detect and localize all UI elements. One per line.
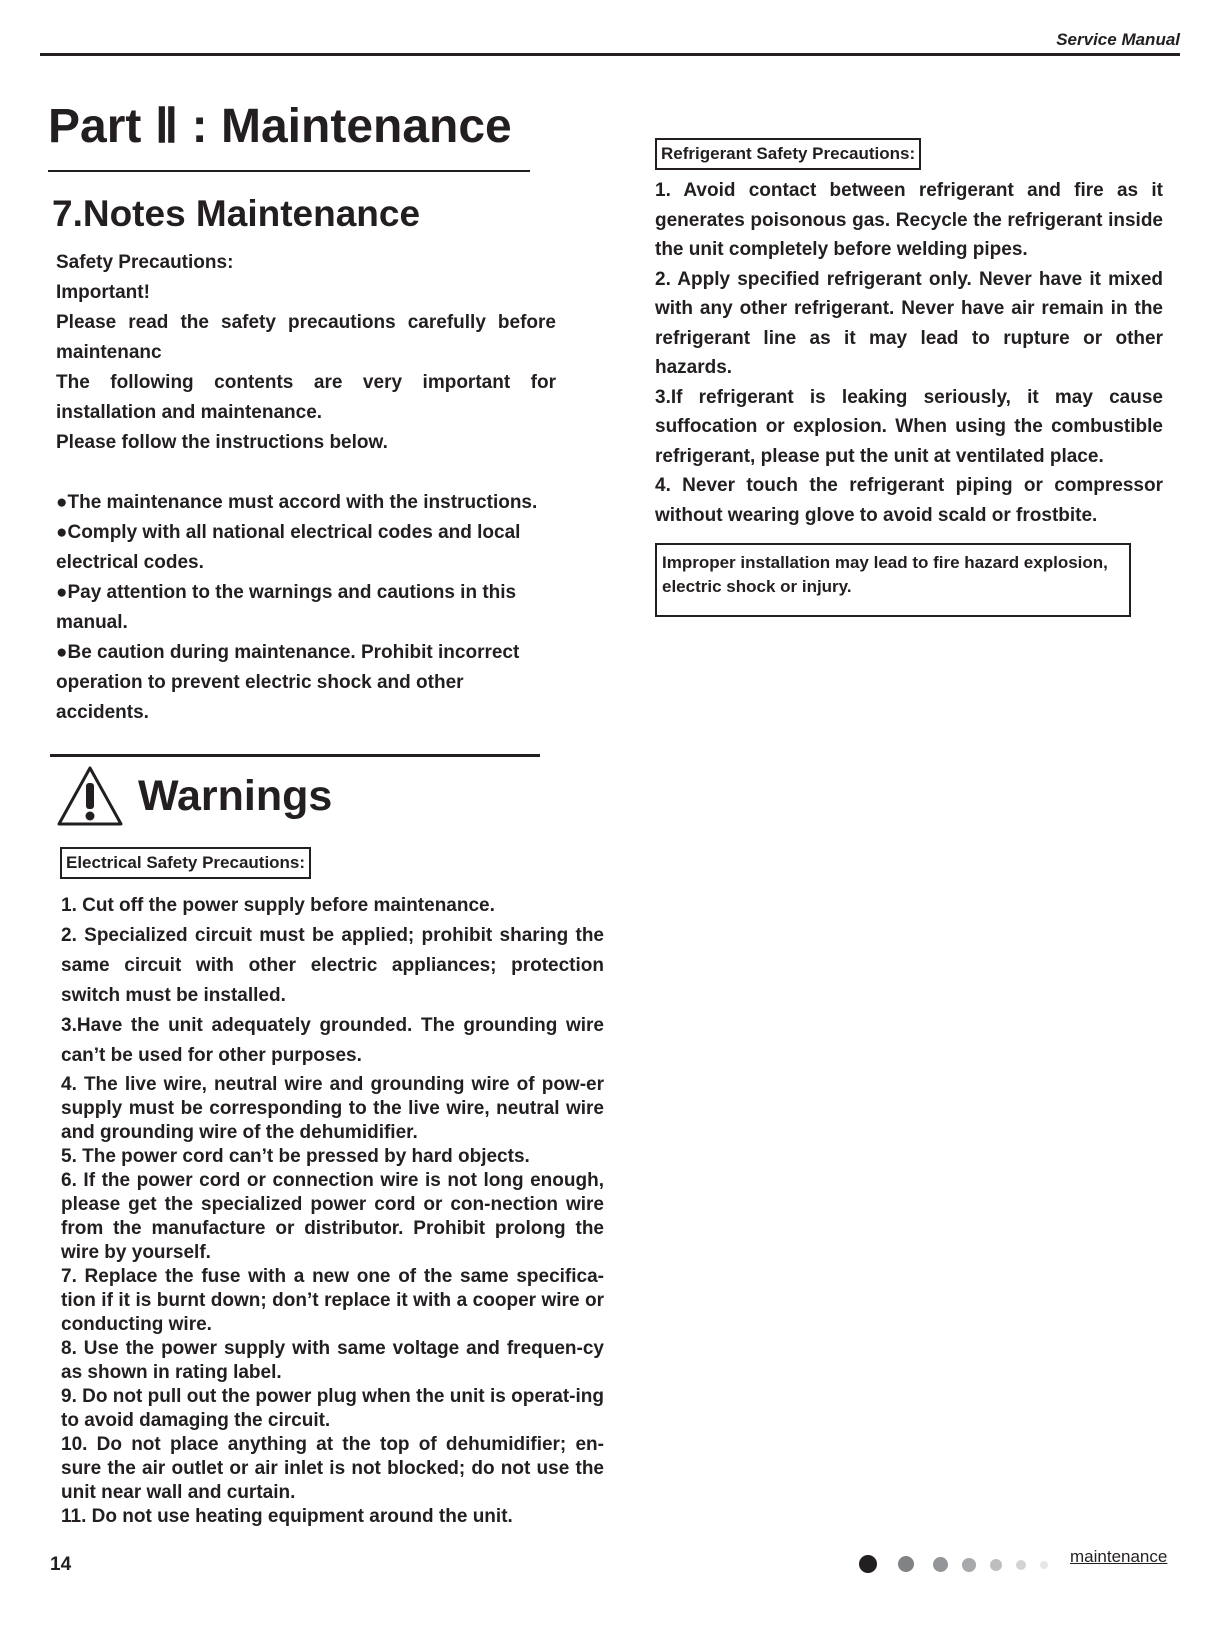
warning-triangle-icon <box>56 765 124 827</box>
list-item: 3.Have the unit adequately grounded. The grounding wire can’t be used for other purposes. <box>61 1015 604 1066</box>
safety-bullet: ●Comply with all national electrical codes and local electrical codes. <box>56 522 521 573</box>
page-number: 14 <box>50 1554 72 1575</box>
warnings-rule <box>50 754 540 757</box>
list-item: 1. Avoid contact between refrigerant and fire as it generates poisonous gas. Recycle the refrigerant inside the unit completely before welding pipes. <box>655 180 1163 260</box>
list-item: 5. The power cord can’t be pressed by hard objects. <box>61 1146 530 1167</box>
footer-dot <box>990 1559 1002 1571</box>
list-item: 2. Specialized circuit must be applied; prohibit sharing the same circuit with other electric appliances; protection switch must be installed. <box>61 925 604 1006</box>
section-title: 7.Notes Maintenance <box>52 193 421 234</box>
safety-line: Please read the safety precautions carefully before <box>56 312 556 333</box>
list-item: 9. Do not pull out the power plug when the unit is operat-ing to avoid damaging the circuit. <box>61 1386 604 1431</box>
safety-line: Please follow the instructions below. <box>56 432 388 453</box>
footer-dot <box>1016 1560 1026 1570</box>
part-rule <box>48 170 530 172</box>
safety-precautions <box>56 248 556 728</box>
footer-dot <box>1040 1561 1048 1569</box>
list-item: 4. The live wire, neutral wire and grounding wire of pow-er supply must be corresponding to the live wire, neutral wire and grounding wire of the dehumidifier. <box>61 1074 604 1143</box>
safety-bullet: ●Be caution during maintenance. Prohibit incorrect operation to prevent electric shock and other accidents. <box>56 642 520 723</box>
safety-line: maintenanc <box>56 342 162 363</box>
part-title: Part Ⅱ : Maintenance <box>48 100 512 153</box>
electrical-safety-list <box>61 891 604 1529</box>
list-item: 4. Never touch the refrigerant piping or compressor without wearing glove to avoid scald or frostbite. <box>655 475 1163 526</box>
refrigerant-safety-label: Refrigerant Safety Precautions: <box>655 138 921 170</box>
list-item: 6. If the power cord or connection wire is not long enough, please get the specialized power cord or con-nection wire from the manufacture or distributor. Prohibit prolong the wire by yourself. <box>61 1170 604 1263</box>
footer-dot <box>933 1557 948 1572</box>
safety-bullet: ●The maintenance must accord with the instructions. <box>56 492 538 513</box>
warnings-title: Warnings <box>138 772 333 820</box>
header-title: Service Manual <box>1056 30 1180 49</box>
list-item: 10. Do not place anything at the top of dehumidifier; en-sure the air outlet or air inlet is not blocked; do not use the unit near wall and curtain. <box>61 1434 604 1503</box>
list-item: 2. Apply specified refrigerant only. Never have it mixed with any other refrigerant. Never have air remain in the refrigerant line as it may lead to rupture or other hazards. <box>655 268 1163 378</box>
footer-dot <box>962 1558 976 1572</box>
safety-line: The following contents are very important for <box>56 372 556 393</box>
safety-bullet: ●Pay attention to the warnings and cautions in this manual. <box>56 582 517 633</box>
header-rule <box>40 53 1180 56</box>
footer-dot <box>898 1556 914 1572</box>
footer-dot <box>859 1555 877 1573</box>
safety-important: Important! <box>56 282 150 303</box>
installation-warning-note: Improper installation may lead to fire hazard explosion, electric shock or injury. <box>655 543 1131 617</box>
list-item: 8. Use the power supply with same voltage and frequen-cy as shown in rating label. <box>61 1338 604 1383</box>
footer-section-label: maintenance <box>1070 1547 1168 1566</box>
safety-line: installation and maintenance. <box>56 402 323 423</box>
list-item: 1. Cut off the power supply before maintenance. <box>61 895 495 916</box>
refrigerant-safety-list <box>655 176 1163 530</box>
list-item: 7. Replace the fuse with a new one of the same specifica-tion if it is burnt down; don’t replace it with a cooper wire or conducting wire. <box>61 1266 604 1335</box>
list-item: 11. Do not use heating equipment around the unit. <box>61 1506 513 1527</box>
electrical-safety-label: Electrical Safety Precautions: <box>60 847 311 879</box>
safety-heading: Safety Precautions: <box>56 252 234 273</box>
list-item: 3.If refrigerant is leaking seriously, it may cause suffocation or explosion. When using the combustible refrigerant, please put the unit at ventilated place. <box>655 386 1163 467</box>
